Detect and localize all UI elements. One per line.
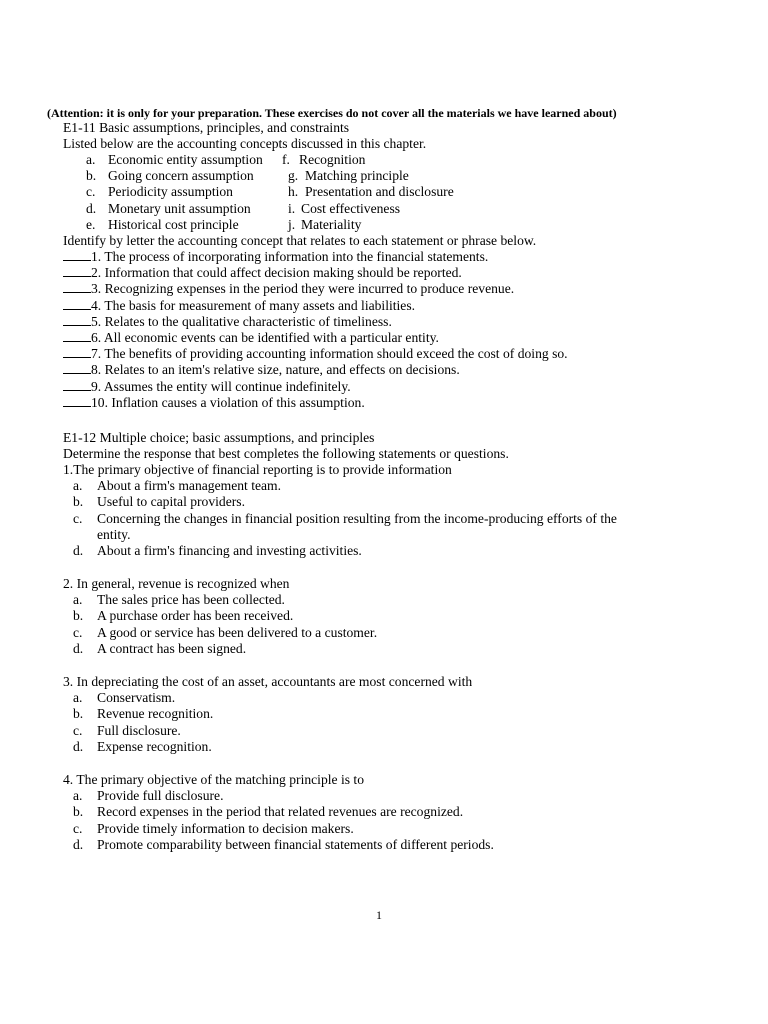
question-option[interactable] [63,641,743,657]
question-option[interactable] [63,804,743,820]
option-letter: a. [73,788,83,804]
answer-blank[interactable] [63,346,91,358]
concept-letter: f. [282,152,290,167]
e111-title: E1-11 Basic assumptions, principles, and constraints [63,120,350,135]
option-letter: d. [73,542,84,558]
answer-blank[interactable] [63,265,91,277]
option-letter: a. [73,690,83,706]
statement-text: 10. Inflation causes a violation of this assumption. [91,394,365,410]
answer-blank[interactable] [63,362,91,374]
question-option[interactable] [63,739,743,755]
option-continuation [63,527,743,543]
question-option[interactable] [63,592,743,608]
option-text: A good or service has been delivered to a customer. [97,624,378,640]
question-option[interactable] [63,625,743,641]
question-option[interactable] [63,788,743,804]
statement-list [63,249,568,411]
answer-blank[interactable] [63,330,91,342]
statement-row [63,281,568,297]
question-stem: 4. The primary objective of the matching principle is to [63,772,364,787]
statement-text: 4. The basis for measurement of many assets and liabilities. [91,297,416,313]
concept-row [0,217,768,233]
concept-list [0,152,768,233]
question-option[interactable] [63,608,743,624]
answer-blank[interactable] [63,379,91,391]
concept-letter: g. [288,168,299,184]
statement-row [63,314,568,330]
option-text: Expense recognition. [97,738,212,754]
option-letter: d. [73,738,84,754]
concept-text: Periodicity assumption [108,184,233,200]
statement-row [63,395,568,411]
statement-text: 5. Relates to the qualitative characteristic of timeliness. [91,313,392,329]
question-option[interactable] [63,543,743,559]
statement-row [63,362,568,378]
option-letter: b. [73,804,84,820]
question-4 [63,772,743,853]
statement-text: 1. The process of incorporating information into the financial statements. [91,249,489,264]
option-text: A purchase order has been received. [97,608,294,624]
option-text: Conservatism. [97,690,176,706]
answer-blank[interactable] [63,281,91,293]
question-option[interactable] [63,494,743,510]
concept-text: Economic entity assumption [108,152,263,167]
concept-row [0,201,768,217]
option-letter: c. [73,624,83,640]
e112-intro: Determine the response that best completes the following statements or questions. [63,446,509,461]
option-letter: d. [73,640,84,656]
option-letter: d. [73,836,84,852]
option-letter: c. [73,510,83,526]
option-letter: c. [73,722,83,738]
concept-text: Cost effectiveness [301,200,401,216]
concept-letter: d. [86,200,97,216]
concept-letter: b. [86,168,97,184]
concept-row [0,168,768,184]
option-text: About a firm's management team. [97,478,282,494]
concept-text: Matching principle [305,168,409,184]
statement-text: 7. The benefits of providing accounting information should exceed the cost of doing so. [91,346,568,362]
option-text-continued: entity. [97,526,131,542]
option-text: Concerning the changes in financial position resulting from the income-producing efforts of the [97,510,617,526]
question-2 [63,576,743,657]
option-letter: a. [73,592,83,608]
answer-blank[interactable] [63,298,91,310]
attention-note: (Attention: it is only for your preparation. These exercises do not cover all the materials we have learned about) [47,106,617,120]
statement-text: 6. All economic events can be identified with a particular entity. [91,329,439,345]
question-option[interactable] [63,821,743,837]
e112-title: E1-12 Multiple choice; basic assumptions, and principles [63,430,375,445]
option-text: A contract has been signed. [97,640,247,656]
question-option[interactable] [63,690,743,706]
concept-letter: i. [288,200,296,216]
answer-blank[interactable] [63,249,91,261]
question-option[interactable] [63,511,743,527]
concept-letter: a. [86,152,96,167]
concept-row [0,152,768,168]
option-text: Promote comparability between financial statements of different periods. [97,836,494,852]
concept-text: Materiality [301,216,362,232]
statement-row [63,265,568,281]
question-option[interactable] [63,706,743,722]
concept-letter: e. [86,216,96,232]
concept-text: Presentation and disclosure [305,184,454,200]
option-text: Full disclosure. [97,722,181,738]
statement-row [63,346,568,362]
page-number: 1 [376,908,382,922]
e111-instruction: Identify by letter the accounting concept that relates to each statement or phrase below. [63,233,537,248]
option-text: The sales price has been collected. [97,592,285,608]
question-3 [63,674,743,755]
option-text: About a firm's financing and investing activities. [97,542,362,558]
concept-text: Going concern assumption [108,168,254,184]
concept-text: Monetary unit assumption [108,200,251,216]
e111-intro: Listed below are the accounting concepts discussed in this chapter. [63,136,427,151]
question-option[interactable] [63,837,743,853]
option-text: Provide full disclosure. [97,788,224,804]
option-letter: b. [73,706,84,722]
option-text: Provide timely information to decision makers. [97,820,354,836]
concept-text: Historical cost principle [108,216,239,232]
option-letter: c. [73,820,83,836]
question-option[interactable] [63,723,743,739]
statement-row [63,298,568,314]
option-text: Useful to capital providers. [97,494,245,510]
question-stem: 3. In depreciating the cost of an asset, accountants are most concerned with [63,674,473,689]
question-stem: 1.The primary objective of financial reporting is to provide information [63,462,452,477]
statement-text: 9. Assumes the entity will continue indefinitely. [91,378,351,394]
answer-blank[interactable] [63,395,91,407]
option-letter: b. [73,494,84,510]
answer-blank[interactable] [63,314,91,326]
option-text: Record expenses in the period that related revenues are recognized. [97,804,464,820]
statement-text: 2. Information that could affect decision making should be reported. [91,265,462,281]
statement-row [63,379,568,395]
statement-row [63,330,568,346]
question-option[interactable] [63,478,743,494]
concept-letter: c. [86,184,96,200]
statement-text: 8. Relates to an item's relative size, nature, and effects on decisions. [91,362,460,378]
concept-text: Recognition [299,152,366,167]
option-text: Revenue recognition. [97,706,214,722]
option-letter: a. [73,478,83,494]
concept-row [0,184,768,200]
option-letter: b. [73,608,84,624]
concept-letter: j. [288,216,296,232]
question-stem: 2. In general, revenue is recognized when [63,576,290,591]
statement-text: 3. Recognizing expenses in the period they were incurred to produce revenue. [91,281,515,297]
concept-letter: h. [288,184,299,200]
statement-row [63,249,568,265]
question-1 [63,462,743,559]
